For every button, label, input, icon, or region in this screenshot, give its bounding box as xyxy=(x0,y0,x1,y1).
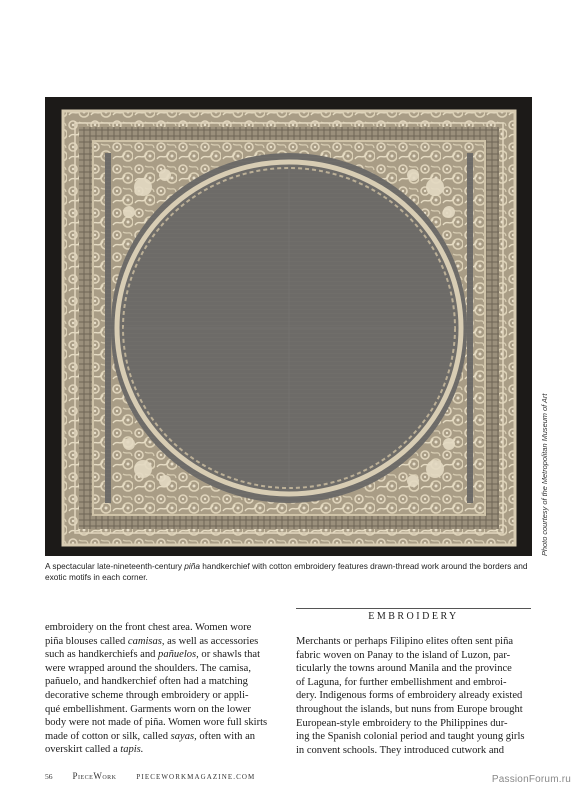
text-line xyxy=(45,621,279,635)
text-run: ticularly the towns around Manila and the province xyxy=(296,663,512,675)
handkerchief-illustration xyxy=(45,97,532,556)
italic-term: tapis. xyxy=(120,744,144,756)
handkerchief-photo xyxy=(45,97,532,556)
page-number: 56 xyxy=(45,772,53,781)
text-line xyxy=(45,675,279,689)
text-line xyxy=(296,635,530,649)
text-line xyxy=(45,703,279,717)
magazine-url: PIECEWORKMAGAZINE.COM xyxy=(136,773,256,781)
text-run: overskirt called a xyxy=(45,744,121,756)
italic-term: sayas, xyxy=(170,730,197,742)
text-run: as well as accessories xyxy=(164,635,259,647)
text-run: of Laguna, for further embellishment and embroi- xyxy=(296,676,507,688)
text-line xyxy=(296,744,530,758)
text-line xyxy=(296,730,530,744)
text-line xyxy=(296,676,530,690)
text-run: body were not made of piña. Women wore full skirts xyxy=(45,717,268,729)
body-text-left-column xyxy=(45,621,279,757)
text-run: Merchants or perhaps Filipino elites often sent piña xyxy=(296,636,514,647)
text-line xyxy=(296,717,530,731)
text-line xyxy=(296,703,530,717)
text-line xyxy=(45,743,279,757)
text-run: embroidery on the front chest area. Women wore xyxy=(45,622,252,633)
text-line xyxy=(45,648,279,662)
page-footer xyxy=(45,771,535,783)
text-run: European-style embroidery to the Philippines dur- xyxy=(296,717,508,729)
text-run: in convent schools. They introduced cutwork and xyxy=(296,744,505,756)
italic-term: pañuelos, xyxy=(158,649,199,661)
text-line xyxy=(45,635,279,649)
text-run: were wrapped around the shoulders. The camisa, xyxy=(45,662,251,674)
section-heading-embroidery: EMBROIDERY xyxy=(296,608,531,622)
text-line xyxy=(45,662,279,676)
text-line xyxy=(296,689,530,703)
text-run: pañuelo, and handkerchief often had a matching xyxy=(45,676,248,688)
body-text-right-column xyxy=(296,635,530,757)
text-run: such as handkerchiefs and xyxy=(45,649,159,661)
text-run: throughout the islands, but nuns from Europe brought xyxy=(296,703,523,715)
text-run: qué embellishment. Garments worn on the lower xyxy=(45,703,251,715)
italic-term: camisas, xyxy=(127,635,165,647)
text-line xyxy=(296,662,530,676)
magazine-name: PieceWork xyxy=(72,771,117,781)
figure-caption: A spectacular late-nineteenth-century piña handkerchief with cotton embroidery features drawn-thread work around the borders and exotic motifs in each corner. xyxy=(45,561,528,582)
text-run: or shawls that xyxy=(198,649,261,661)
text-line xyxy=(296,649,530,663)
text-run: made of cotton or silk, called xyxy=(45,730,171,742)
text-run: decorative scheme through embroidery or appli- xyxy=(45,689,249,701)
text-run: fabric woven on Panay to the island of Luzon, par- xyxy=(296,649,511,661)
watermark-text: PassionForum.ru xyxy=(491,774,571,785)
text-run: dery. Indigenous forms of embroidery already existed xyxy=(296,690,523,702)
text-line xyxy=(45,730,279,744)
text-run: piña blouses called xyxy=(45,635,128,647)
text-run: often with an xyxy=(196,730,256,742)
text-line xyxy=(45,716,279,730)
text-run: ing the Spanish colonial period and taught young girls xyxy=(296,731,525,743)
text-line xyxy=(45,689,279,703)
